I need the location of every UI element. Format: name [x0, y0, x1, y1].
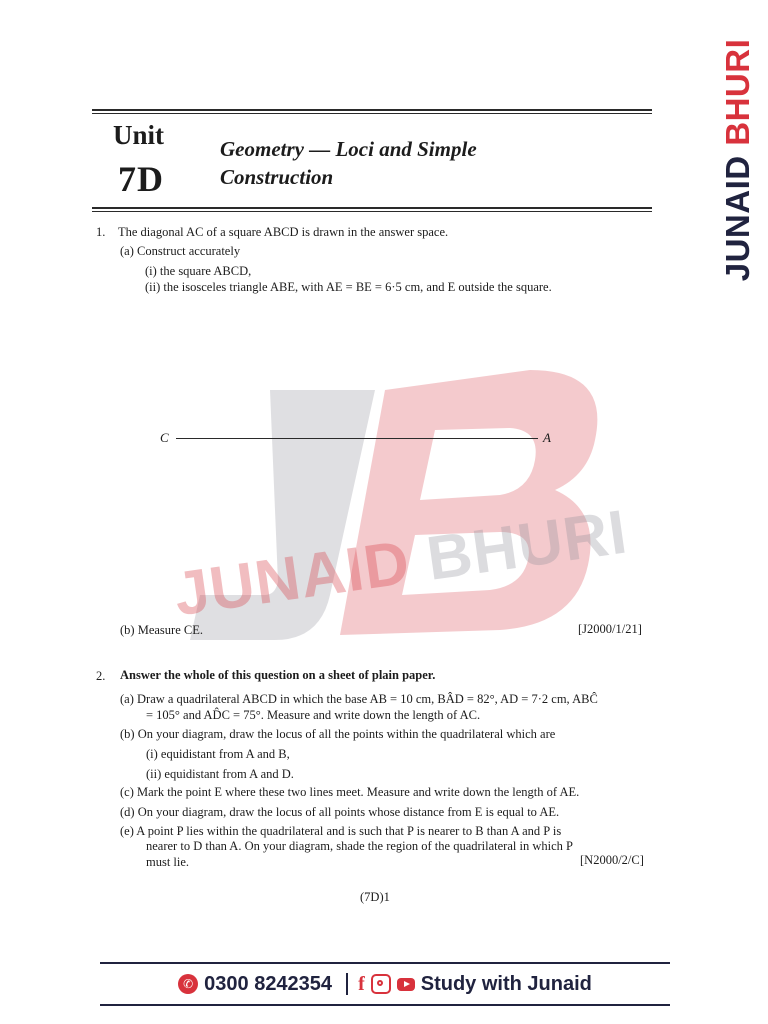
header-bottom-rule-thin: [92, 211, 652, 212]
footer-bottom-rule: [100, 1004, 670, 1006]
footer-contact-bar: [100, 966, 670, 1002]
instagram-icon[interactable]: [371, 974, 391, 994]
q2-reference: [N2000/2/C]: [580, 853, 644, 867]
unit-number: 7D: [118, 159, 164, 199]
footer-phone[interactable]: 0300 8242354: [204, 972, 333, 995]
q2-part-a-line2: = 105° and AD̂C = 75°. Measure and write down the length of AC.: [146, 708, 481, 722]
footer-top-rule: [100, 962, 670, 964]
q1-part-a-ii: (ii) the isosceles triangle ABE, with AE = BE = 6·5 cm, and E outside the square.: [145, 280, 552, 294]
watermark-word-junaid: JUNAID: [170, 525, 433, 630]
q2-part-b: (b) On your diagram, draw the locus of all the points within the quadrilateral which are: [120, 727, 556, 741]
q1-reference: [J2000/1/21]: [578, 622, 642, 636]
header-top-rule-thin: [92, 113, 652, 114]
unit-title: [220, 135, 640, 191]
q2-part-c: (c) Mark the point E where these two lines meet. Measure and write down the length of AE.: [120, 785, 580, 799]
q2-part-b-i: (i) equidistant from A and B,: [146, 747, 290, 761]
q2-part-e-line1: (e) A point P lies within the quadrilateral and is such that P is nearer to B than A and P is: [120, 824, 562, 838]
q1-part-a-i: (i) the square ABCD,: [145, 264, 252, 278]
page-number: (7D)1: [360, 890, 390, 904]
point-a-label: A: [543, 430, 551, 445]
q1-stem: The diagonal AC of a square ABCD is drawn in the answer space.: [118, 225, 449, 239]
youtube-icon[interactable]: [397, 978, 415, 991]
diagonal-ac-line: [176, 438, 538, 439]
unit-title-line2: Construction: [220, 165, 334, 189]
q2-part-d: (d) On your diagram, draw the locus of all points whose distance from E is equal to AE.: [120, 805, 560, 819]
q2-part-a-line1: (a) Draw a quadrilateral ABCD in which the base AB = 10 cm, BÂD = 82°, AD = 7·2 cm, ABĈ: [120, 692, 598, 706]
side-brand-second: BHURI: [719, 38, 756, 146]
header-bottom-rule: [92, 207, 652, 209]
side-brand: [714, 40, 762, 280]
watermark-word-bhuri: BHURI: [422, 497, 632, 594]
facebook-icon[interactable]: f: [358, 972, 365, 995]
q1-number: 1.: [96, 225, 106, 239]
q1-part-b: (b) Measure CE.: [120, 623, 203, 637]
q1-part-a: (a) Construct accurately: [120, 244, 241, 258]
q2-part-e-line2: nearer to D than A. On your diagram, shade the region of the quadrilateral in which P: [146, 839, 573, 853]
q2-stem: Answer the whole of this question on a sheet of plain paper.: [120, 668, 436, 682]
unit-title-line1: Geometry — Loci and Simple: [220, 137, 477, 161]
side-brand-first: JUNAID: [719, 145, 756, 282]
q2-part-e-line3: must lie.: [146, 855, 190, 869]
header-top-rule: [92, 109, 652, 111]
point-c-label: C: [160, 430, 169, 445]
q2-number: 2.: [96, 669, 106, 683]
unit-label: Unit: [113, 120, 165, 150]
footer-separator: [346, 973, 348, 995]
q2-part-b-ii: (ii) equidistant from A and D.: [146, 767, 294, 781]
footer-channel[interactable]: Study with Junaid: [420, 972, 592, 995]
phone-icon: ✆: [178, 974, 198, 994]
